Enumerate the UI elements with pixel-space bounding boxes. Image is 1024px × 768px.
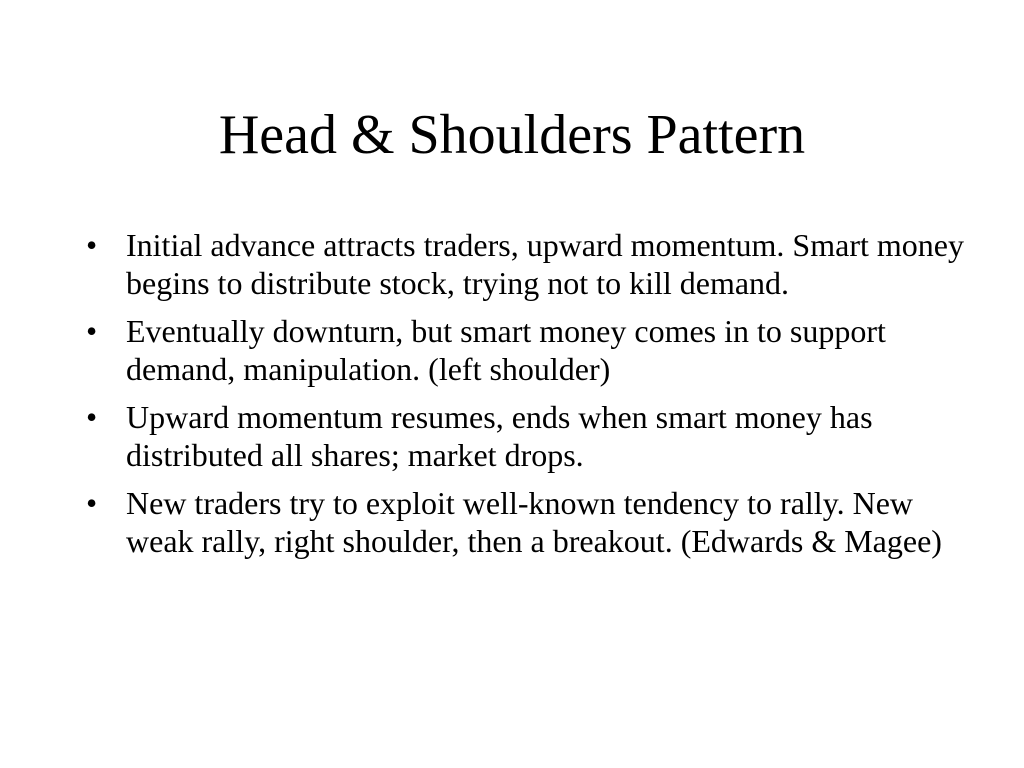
bullet-marker: • [86, 399, 98, 435]
bullet-item [86, 312, 966, 388]
slide-title: Head & Shoulders Pattern [218, 104, 806, 166]
bullet-item [86, 398, 966, 474]
bullet-item [86, 484, 966, 560]
bullet-list [86, 226, 966, 570]
bullet-marker: • [86, 485, 98, 521]
bullet-text: New traders try to exploit well-known tendency to rally. New weak rally, right shoulder, then a breakout. (Edwards & Magee) [126, 485, 942, 559]
bullet-text: Upward momentum resumes, ends when smart money has distributed all shares; market drops. [126, 399, 873, 473]
bullet-marker: • [86, 313, 98, 349]
bullet-text: Eventually downturn, but smart money comes in to support demand, manipulation. (left shoulder) [126, 313, 886, 387]
bullet-text: Initial advance attracts traders, upward momentum. Smart money begins to distribute stock, trying not to kill demand. [126, 227, 964, 301]
bullet-marker: • [86, 227, 98, 263]
bullet-item [86, 226, 966, 302]
